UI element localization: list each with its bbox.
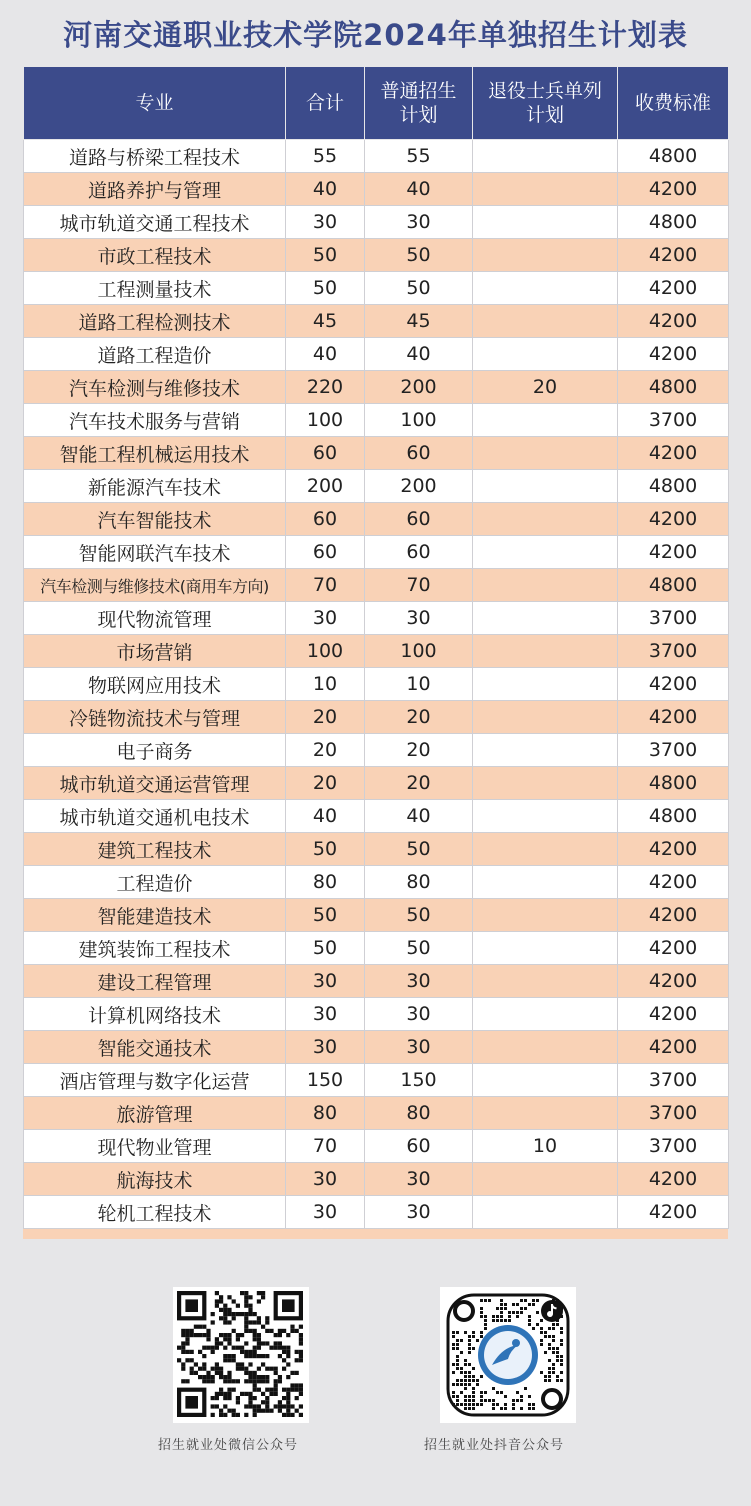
cell-total: 55 <box>286 140 365 173</box>
cell-major: 工程造价 <box>24 866 286 899</box>
cell-veteran-plan <box>473 965 618 998</box>
header-veteran-plan: 退役士兵单列 计划 <box>473 67 618 140</box>
table-row <box>24 767 729 800</box>
cell-tuition: 4800 <box>618 767 729 800</box>
cell-regular-plan: 10 <box>365 668 473 701</box>
header-tuition: 收费标准 <box>618 67 729 140</box>
cell-total: 80 <box>286 866 365 899</box>
cell-regular-plan: 60 <box>365 437 473 470</box>
cell-total: 40 <box>286 173 365 206</box>
table-row <box>24 503 729 536</box>
cell-total: 220 <box>286 371 365 404</box>
cell-tuition: 4200 <box>618 965 729 998</box>
douyin-qr-code-icon[interactable] <box>440 1287 576 1423</box>
cell-total: 50 <box>286 833 365 866</box>
cell-veteran-plan <box>473 833 618 866</box>
cell-tuition: 4200 <box>618 239 729 272</box>
cell-major: 汽车技术服务与营销 <box>24 404 286 437</box>
table-row <box>24 1196 729 1229</box>
cell-regular-plan: 200 <box>365 470 473 503</box>
cell-regular-plan: 200 <box>365 371 473 404</box>
cell-total: 40 <box>286 338 365 371</box>
cell-total: 70 <box>286 569 365 602</box>
cell-regular-plan: 60 <box>365 503 473 536</box>
cell-major: 智能建造技术 <box>24 899 286 932</box>
cell-veteran-plan <box>473 437 618 470</box>
table-row <box>24 965 729 998</box>
cell-veteran-plan <box>473 206 618 239</box>
table-row <box>24 569 729 602</box>
cell-total: 70 <box>286 1130 365 1163</box>
table-row <box>24 932 729 965</box>
cell-regular-plan: 20 <box>365 734 473 767</box>
cell-regular-plan: 50 <box>365 899 473 932</box>
cell-regular-plan: 50 <box>365 239 473 272</box>
cell-tuition: 4200 <box>618 272 729 305</box>
cell-regular-plan: 100 <box>365 635 473 668</box>
table-row <box>24 305 729 338</box>
table-row <box>24 602 729 635</box>
cell-total: 100 <box>286 635 365 668</box>
cell-tuition: 4800 <box>618 569 729 602</box>
table-body <box>24 140 729 1229</box>
table-header-row <box>24 67 729 140</box>
cell-tuition: 4200 <box>618 338 729 371</box>
cell-tuition: 3700 <box>618 1064 729 1097</box>
cell-regular-plan: 30 <box>365 602 473 635</box>
cell-total: 100 <box>286 404 365 437</box>
cell-tuition: 4800 <box>618 800 729 833</box>
cell-tuition: 4200 <box>618 305 729 338</box>
cell-tuition: 4800 <box>618 470 729 503</box>
table-row <box>24 668 729 701</box>
cell-total: 50 <box>286 899 365 932</box>
cell-veteran-plan <box>473 767 618 800</box>
table-row <box>24 272 729 305</box>
cell-major: 航海技术 <box>24 1163 286 1196</box>
cell-veteran-plan <box>473 998 618 1031</box>
cell-tuition: 3700 <box>618 734 729 767</box>
cell-veteran-plan <box>473 602 618 635</box>
cell-major: 轮机工程技术 <box>24 1196 286 1229</box>
cell-tuition: 4200 <box>618 899 729 932</box>
table-row <box>24 635 729 668</box>
table-bottom-strip <box>23 1229 728 1239</box>
cell-veteran-plan <box>473 272 618 305</box>
cell-major: 现代物业管理 <box>24 1130 286 1163</box>
table-row <box>24 536 729 569</box>
table-row <box>24 833 729 866</box>
cell-total: 50 <box>286 239 365 272</box>
cell-major: 道路养护与管理 <box>24 173 286 206</box>
table-row <box>24 173 729 206</box>
cell-major: 酒店管理与数字化运营 <box>24 1064 286 1097</box>
cell-tuition: 4200 <box>618 503 729 536</box>
cell-regular-plan: 45 <box>365 305 473 338</box>
cell-major: 道路与桥梁工程技术 <box>24 140 286 173</box>
cell-veteran-plan <box>473 1196 618 1229</box>
table-row <box>24 206 729 239</box>
cell-total: 20 <box>286 767 365 800</box>
cell-tuition: 3700 <box>618 602 729 635</box>
cell-regular-plan: 60 <box>365 1130 473 1163</box>
cell-major: 汽车检测与维修技术 <box>24 371 286 404</box>
wechat-qr-code-icon[interactable] <box>173 1287 309 1423</box>
cell-tuition: 4200 <box>618 932 729 965</box>
cell-veteran-plan <box>473 932 618 965</box>
cell-veteran-plan <box>473 701 618 734</box>
cell-total: 60 <box>286 437 365 470</box>
cell-major: 新能源汽车技术 <box>24 470 286 503</box>
cell-major: 建筑装饰工程技术 <box>24 932 286 965</box>
cell-regular-plan: 50 <box>365 272 473 305</box>
cell-regular-plan: 40 <box>365 338 473 371</box>
cell-regular-plan: 20 <box>365 767 473 800</box>
cell-veteran-plan <box>473 899 618 932</box>
cell-major: 现代物流管理 <box>24 602 286 635</box>
cell-tuition: 3700 <box>618 404 729 437</box>
cell-total: 30 <box>286 1196 365 1229</box>
cell-total: 45 <box>286 305 365 338</box>
table-row <box>24 140 729 173</box>
cell-regular-plan: 50 <box>365 932 473 965</box>
cell-regular-plan: 55 <box>365 140 473 173</box>
cell-veteran-plan: 20 <box>473 371 618 404</box>
cell-major: 智能网联汽车技术 <box>24 536 286 569</box>
table-row <box>24 899 729 932</box>
cell-tuition: 4200 <box>618 701 729 734</box>
cell-veteran-plan <box>473 668 618 701</box>
cell-regular-plan: 100 <box>365 404 473 437</box>
cell-veteran-plan <box>473 305 618 338</box>
cell-total: 20 <box>286 701 365 734</box>
cell-veteran-plan <box>473 569 618 602</box>
cell-tuition: 3700 <box>618 1097 729 1130</box>
cell-veteran-plan <box>473 866 618 899</box>
cell-total: 20 <box>286 734 365 767</box>
cell-major: 汽车智能技术 <box>24 503 286 536</box>
cell-veteran-plan <box>473 173 618 206</box>
cell-major: 计算机网络技术 <box>24 998 286 1031</box>
enrollment-plan-table <box>23 66 729 1229</box>
cell-tuition: 4800 <box>618 140 729 173</box>
cell-tuition: 4200 <box>618 866 729 899</box>
cell-total: 30 <box>286 1031 365 1064</box>
cell-total: 30 <box>286 206 365 239</box>
cell-veteran-plan: 10 <box>473 1130 618 1163</box>
table-row <box>24 1064 729 1097</box>
cell-tuition: 4200 <box>618 173 729 206</box>
cell-regular-plan: 70 <box>365 569 473 602</box>
cell-veteran-plan <box>473 338 618 371</box>
cell-regular-plan: 40 <box>365 173 473 206</box>
table-row <box>24 1163 729 1196</box>
cell-major: 建设工程管理 <box>24 965 286 998</box>
cell-regular-plan: 30 <box>365 1196 473 1229</box>
cell-veteran-plan <box>473 239 618 272</box>
table-row <box>24 239 729 272</box>
cell-major: 市场营销 <box>24 635 286 668</box>
cell-tuition: 3700 <box>618 635 729 668</box>
cell-total: 10 <box>286 668 365 701</box>
cell-tuition: 4800 <box>618 206 729 239</box>
cell-total: 40 <box>286 800 365 833</box>
cell-major: 旅游管理 <box>24 1097 286 1130</box>
cell-tuition: 4200 <box>618 536 729 569</box>
cell-tuition: 4800 <box>618 371 729 404</box>
cell-regular-plan: 20 <box>365 701 473 734</box>
enrollment-table-container <box>23 66 728 1239</box>
cell-regular-plan: 40 <box>365 800 473 833</box>
table-row <box>24 1031 729 1064</box>
page-title: 河南交通职业技术学院2024年单独招生计划表 <box>63 17 688 52</box>
cell-total: 80 <box>286 1097 365 1130</box>
cell-major: 建筑工程技术 <box>24 833 286 866</box>
cell-tuition: 4200 <box>618 833 729 866</box>
cell-veteran-plan <box>473 470 618 503</box>
cell-regular-plan: 30 <box>365 965 473 998</box>
cell-veteran-plan <box>473 536 618 569</box>
cell-total: 30 <box>286 998 365 1031</box>
cell-veteran-plan <box>473 734 618 767</box>
cell-regular-plan: 30 <box>365 1163 473 1196</box>
cell-major: 工程测量技术 <box>24 272 286 305</box>
cell-major: 城市轨道交通工程技术 <box>24 206 286 239</box>
cell-veteran-plan <box>473 503 618 536</box>
cell-tuition: 4200 <box>618 668 729 701</box>
table-row <box>24 800 729 833</box>
cell-total: 60 <box>286 503 365 536</box>
table-row <box>24 734 729 767</box>
cell-major: 冷链物流技术与管理 <box>24 701 286 734</box>
cell-total: 60 <box>286 536 365 569</box>
cell-major: 智能交通技术 <box>24 1031 286 1064</box>
cell-major: 城市轨道交通机电技术 <box>24 800 286 833</box>
cell-regular-plan: 30 <box>365 998 473 1031</box>
cell-tuition: 4200 <box>618 437 729 470</box>
cell-veteran-plan <box>473 404 618 437</box>
cell-regular-plan: 50 <box>365 833 473 866</box>
cell-major: 城市轨道交通运营管理 <box>24 767 286 800</box>
cell-veteran-plan <box>473 800 618 833</box>
wechat-account-label: 招生就业处微信公众号 <box>158 1438 299 1453</box>
table-row <box>24 1130 729 1163</box>
douyin-account-label: 招生就业处抖音公众号 <box>424 1438 565 1453</box>
cell-major: 道路工程检测技术 <box>24 305 286 338</box>
header-regular-plan: 普通招生 计划 <box>365 67 473 140</box>
cell-tuition: 4200 <box>618 1031 729 1064</box>
cell-major: 汽车检测与维修技术(商用车方向) <box>24 569 286 602</box>
table-row <box>24 371 729 404</box>
cell-veteran-plan <box>473 1097 618 1130</box>
cell-major: 智能工程机械运用技术 <box>24 437 286 470</box>
cell-veteran-plan <box>473 1163 618 1196</box>
table-row <box>24 404 729 437</box>
cell-veteran-plan <box>473 1064 618 1097</box>
header-total: 合计 <box>286 67 365 140</box>
cell-regular-plan: 80 <box>365 866 473 899</box>
cell-major: 电子商务 <box>24 734 286 767</box>
cell-total: 30 <box>286 965 365 998</box>
cell-regular-plan: 30 <box>365 1031 473 1064</box>
table-row <box>24 998 729 1031</box>
cell-major: 市政工程技术 <box>24 239 286 272</box>
cell-total: 200 <box>286 470 365 503</box>
cell-tuition: 4200 <box>618 1163 729 1196</box>
cell-veteran-plan <box>473 140 618 173</box>
cell-major: 道路工程造价 <box>24 338 286 371</box>
cell-total: 150 <box>286 1064 365 1097</box>
cell-major: 物联网应用技术 <box>24 668 286 701</box>
cell-regular-plan: 60 <box>365 536 473 569</box>
cell-total: 30 <box>286 1163 365 1196</box>
cell-veteran-plan <box>473 1031 618 1064</box>
cell-tuition: 4200 <box>618 998 729 1031</box>
cell-veteran-plan <box>473 635 618 668</box>
cell-tuition: 3700 <box>618 1130 729 1163</box>
table-row <box>24 866 729 899</box>
table-row <box>24 470 729 503</box>
cell-tuition: 4200 <box>618 1196 729 1229</box>
cell-regular-plan: 30 <box>365 206 473 239</box>
cell-total: 50 <box>286 932 365 965</box>
table-row <box>24 1097 729 1130</box>
header-major: 专业 <box>24 67 286 140</box>
table-row <box>24 437 729 470</box>
cell-total: 30 <box>286 602 365 635</box>
cell-total: 50 <box>286 272 365 305</box>
table-row <box>24 338 729 371</box>
cell-regular-plan: 150 <box>365 1064 473 1097</box>
table-row <box>24 701 729 734</box>
cell-regular-plan: 80 <box>365 1097 473 1130</box>
